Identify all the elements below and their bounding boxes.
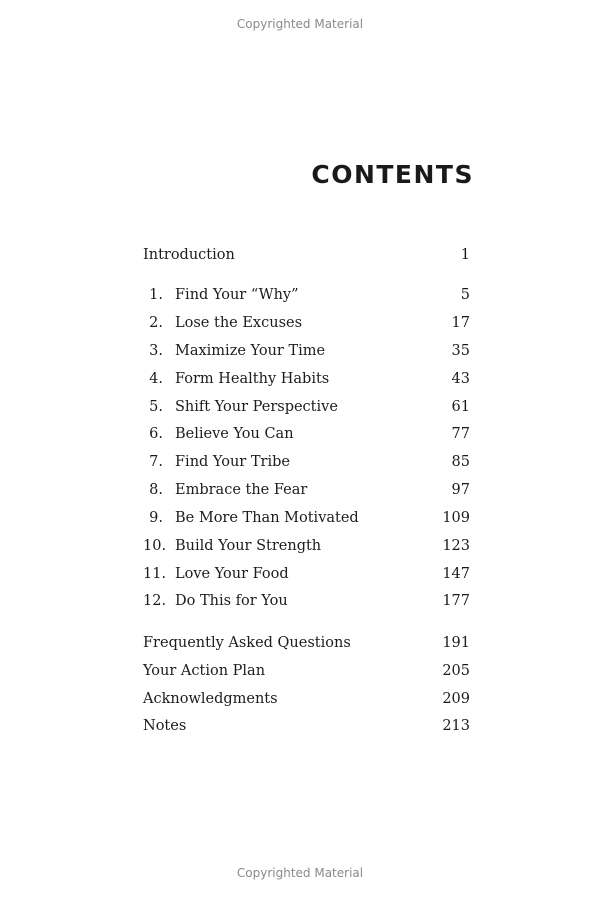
toc-entry-page: 205 — [442, 663, 470, 679]
chapter-number: 8. — [149, 482, 163, 498]
chapter-number: 4. — [149, 371, 163, 387]
chapter-number: 2. — [149, 315, 163, 331]
toc-chapter-row — [143, 285, 470, 305]
chapter-number: 9. — [149, 510, 163, 526]
chapter-number: 10. — [143, 538, 167, 554]
chapter-title: Maximize Your Time — [175, 343, 326, 359]
chapter-page: 43 — [451, 371, 470, 387]
chapter-page: 123 — [442, 538, 470, 554]
toc-chapter-row — [143, 397, 470, 417]
toc-chapter-row — [143, 369, 470, 389]
toc-chapter-row — [143, 480, 470, 500]
chapter-page: 77 — [451, 426, 470, 442]
toc-chapter-row — [143, 452, 470, 472]
chapter-title: Do This for You — [175, 593, 288, 609]
toc-chapter-row — [143, 313, 470, 333]
toc-entry-action-plan — [143, 661, 470, 681]
chapter-title: Build Your Strength — [175, 538, 322, 554]
chapter-title: Form Healthy Habits — [175, 371, 330, 387]
toc-entry-title: Your Action Plan — [143, 663, 266, 679]
toc-entry-page: 213 — [442, 718, 470, 734]
chapter-title: Believe You Can — [175, 426, 294, 442]
chapter-page: 147 — [442, 566, 470, 582]
chapter-title: Find Your Tribe — [175, 454, 290, 470]
chapter-page: 85 — [451, 454, 470, 470]
chapter-page: 35 — [451, 343, 470, 359]
toc-entry-introduction — [143, 245, 470, 265]
chapter-number: 1. — [149, 287, 163, 303]
chapter-number: 5. — [149, 399, 163, 415]
toc-entry-page: 209 — [442, 691, 470, 707]
toc-chapter-row — [143, 591, 470, 611]
chapter-title: Lose the Excuses — [175, 315, 303, 331]
chapter-number: 3. — [149, 343, 163, 359]
chapter-page: 5 — [460, 287, 470, 303]
toc-entry-acknowledgments — [143, 689, 470, 709]
chapter-title: Find Your “Why” — [175, 287, 299, 303]
toc-entry-title: Introduction — [143, 247, 235, 263]
chapter-page: 17 — [451, 315, 470, 331]
toc-entry-page: 1 — [460, 247, 470, 263]
toc-chapter-row — [143, 536, 470, 556]
toc-chapter-row — [143, 341, 470, 361]
chapter-number: 6. — [149, 426, 163, 442]
chapter-page: 97 — [451, 482, 470, 498]
chapter-page: 61 — [451, 399, 470, 415]
copyright-watermark-bottom: Copyrighted Material — [236, 866, 364, 880]
toc-entry-faq — [143, 633, 470, 653]
chapter-title: Shift Your Perspective — [175, 399, 338, 415]
toc-chapter-row — [143, 508, 470, 528]
chapter-page: 177 — [442, 593, 470, 609]
chapter-number: 11. — [143, 566, 167, 582]
toc-chapter-row — [143, 424, 470, 444]
toc-chapter-row — [143, 564, 470, 584]
copyright-watermark-top: Copyrighted Material — [236, 17, 364, 31]
chapter-number: 7. — [149, 454, 163, 470]
chapter-number: 12. — [143, 593, 167, 609]
contents-heading: CONTENTS — [311, 160, 474, 189]
toc-entry-page: 191 — [442, 635, 470, 651]
chapter-title: Be More Than Motivated — [175, 510, 359, 526]
chapter-page: 109 — [442, 510, 470, 526]
chapter-title: Love Your Food — [175, 566, 289, 582]
toc-entry-title: Acknowledgments — [143, 691, 278, 707]
toc-entry-title: Notes — [143, 718, 187, 734]
toc-entry-notes — [143, 716, 470, 736]
toc-entry-title: Frequently Asked Questions — [143, 635, 351, 651]
chapter-title: Embrace the Fear — [175, 482, 308, 498]
